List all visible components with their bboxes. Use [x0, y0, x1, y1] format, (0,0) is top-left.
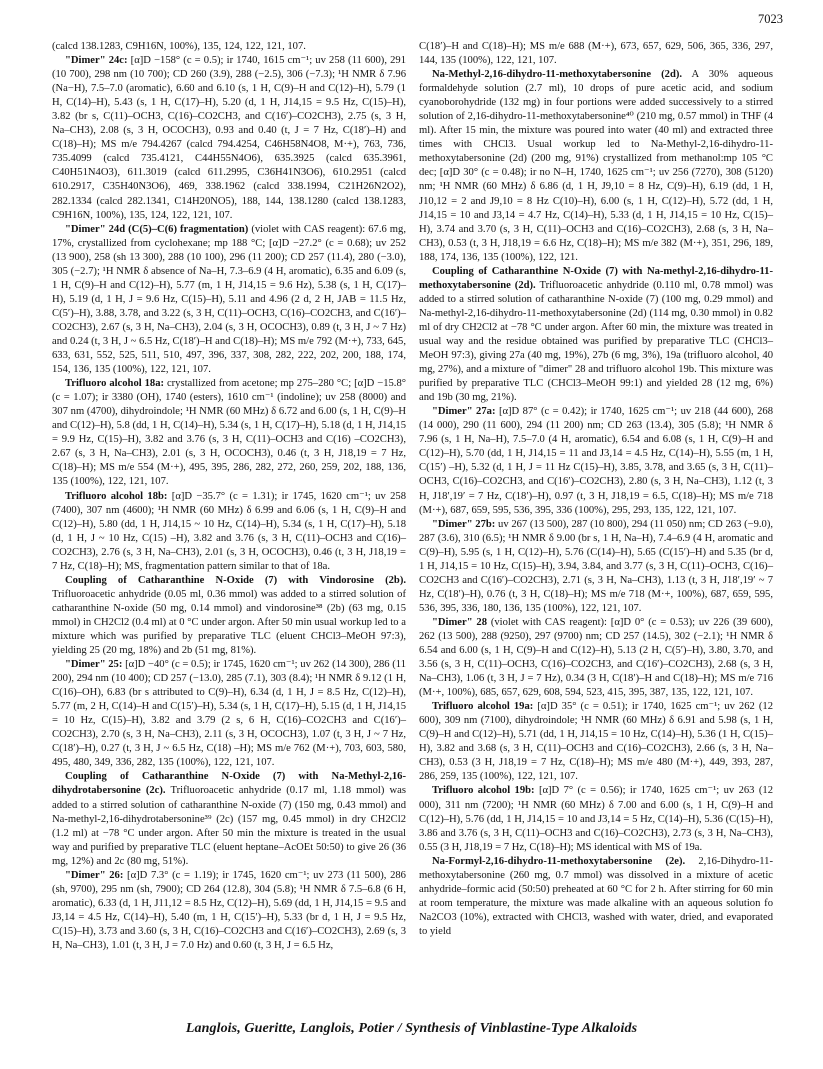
paragraph-text: (violet with CAS reagent): 67.6 mg, 17%, crystallized from cyclohexane; mp 188 °C; [α]D −27.2° (c = 0.68); uv 252 (13 900), 258 (sh 13 300), 288 (10 100), 296 (11 200); CD 257 (11.4), 280 (−3.0), 305 (−2.7); ¹H NMR δ absence of Na–H, 7.3–6.9 (4 H, aromatic), 6.35 and 6.09 (s, 1 H, C(9)–H and C(12)–H), 5.77 (m, 1 H, J14,15 = 9.6 Hz), 5.38 (s, 1 H, C(17)–H), 5.19 (d, 1 H, J = 9.6 Hz, C(15)–H), 5.11 and 4.96 (2 d, 2 H, JAB = 11.5 Hz, C(5′)–H), 3.88, 3.78, and 3.22 (s, 3 H, C(11)–OCH3, C(16)–CO2CH3, and C(16′)–CO2CH3), 2.67 (s, 3 H, Na–CH3), 2.04 (s, 3 H, OCOCH3), 0.89 (t, 3 H, J ~ 7 Hz) and 0.24 (t, 3 H, J ~ 6.5 Hz, C(18′)–H and C(18)–H); MS m/e 792 (M·+), 733, 645, 633, 631, 552, 525, 511, 510, 497, 396, 337, 308, 282, 222, 202, 200, 188, 174, 154, 136, 135 (100%), 122, 121, 107.: [52, 223, 406, 376]
paragraph: [419, 405, 773, 517]
paragraph-text: Trifluoroacetic anhydride (0.17 ml, 1.18 mmol) was added to a stirred solution of catharanthine N-oxide (7) (150 mg, 0.43 mmol) and Na-methyl-2,16-dihydrotabersonine³⁹ (2c) (157 mg, 0.45 mmol) in dry CH2Cl2 (1.2 ml) at −78 °C under argon. After 50 min the mixture is treated in the usual way and purified by preparative TLC (eluent heptane–AcOEt 50:50) to give 26 (36 mg, 12%) and 2c (80 mg, 51%).: [52, 785, 407, 867]
paragraph-heading: "Dimer" 24c:: [65, 55, 128, 67]
right-column: [419, 40, 773, 939]
paragraph-heading: Coupling of Catharanthine N-Oxide (7) with Vindorosine (2b).: [65, 574, 406, 586]
paragraph-text: (violet with CAS reagent): [α]D 0° (c = 0.53); uv 226 (39 600), 262 (13 500), 288 (9250), 297 (9700) nm; CD 257 (14.5), 302 (−2.1); ¹H NMR δ 6.54 and 6.00 (s, 1 H, C(9)–H and C(12)–H), 5.13 (2 H, C(5′)–H), 3.80, 3.70, and 3.56 (s, 3 H, C(11)–OCH3, C(16)–CO2CH3, and C(16′)–CO2CH3), 2.68 (s, 3 H, Na–CH3), 1.06 (t, 3 H, J = 7 Hz), 0.34 (3 H, C(18′)–H and C(18)–H); MS m/e 716 (M·+, 100%), 685, 657, 629, 608, 594, 523, 415, 395, 387, 135, 122, 121, 107.: [419, 616, 773, 699]
paragraph-heading: Trifluoro alcohol 18b:: [65, 490, 168, 502]
paragraph-text: (calcd 138.1283, C9H16N, 100%), 135, 124, 122, 121, 107.: [52, 41, 306, 52]
paragraph-heading: Na-Formyl-2,16-dihydro-11-methoxytabersonine (2e).: [432, 855, 686, 867]
paragraph: [419, 68, 773, 265]
paragraph: [52, 40, 406, 54]
paragraph: [52, 54, 406, 223]
paragraph-text: [α]D 87° (c = 0.42); ir 1740, 1625 cm⁻¹; uv 218 (44 600), 268 (14 000), 290 (11 600), 294 (11 200) nm; CD 263 (13.4), 305 (5.8); ¹H NMR δ 7.96 (s, 1 H, Na–H), 7.5–7.0 (4 H, aromatic), 6.54 and 6.08 (s, 1 H, C(9)–H and C(12)–H), 5.70 (dd, 1 H, J14,15 = 11 and J3,14 = 4.5 Hz, C(14)–H), 5.55 (m, 1 H, C(15′) –H), 5.32 (d, 1 H, J = 11 Hz C(15)–H), 3.85, 3.78, and 3.65 (s, 3 H, C(11)–OCH3, C(16)–CO2CH3, and C(16′)–CO2CH3), 2.80 (s, 3 H, Na–CH3), 1.12 (t, 3 H, J18′,19′ = 7 Hz, C(18′)–H), 0.97 (t, 3 H, J18,19 = 6.5, C(18)–H); MS m/e 718 (M·+), 687, 659, 595, 536, 395, 336 (100%), 295, 293, 135, 122, 121, 107.: [419, 406, 774, 516]
paragraph-text: Trifluoroacetic anhydride (0.110 ml, 0.78 mmol) was added to a stirred solution of catharanthine N-oxide (7) (100 mg, 0.29 mmol) and Na-methyl-2,16-dihydro-11-methoxytabersonine (2d) (114 mg, 0.30 mmol) in 0.82 ml of dry CH2Cl2 at −78 °C under argon. After 60 min, the mixture was treated in usual way and the residue obtained was purified by preparative TLC (CHCl3–MeOH 97:3), giving 27a (40 mg, 19%), 27b (6 mg, 3%), 19a (trifluoro alcohol, 40 mg, 27%), and a mixture of "dimer" 28 and trifluoro alcohol 19b. This mixture was purified by preparative TLC (CHCl3–MeOH 99:1) and yielded 28 (12 mg, 6%) and 19b (30 mg, 21%).: [419, 279, 773, 404]
paragraph-heading: Coupling of Catharanthine N-Oxide (7) with Na-Methyl-2,16-dihydrotabersonine (2c).: [52, 771, 406, 797]
paragraph: [419, 700, 773, 784]
paragraph-heading: "Dimer" 26:: [65, 869, 124, 881]
paragraph-heading: "Dimer" 28: [432, 616, 487, 628]
paragraph-text: 2,16-Dihydro-11-methoxytabersonine (260 mg, 0.7 mmol) was dissolved in a mixture of acetic anhydride–formic acid (50:50) preheated at 60 °C for 2 h. After stirring for 60 min at room temperature, the mixture was made alkaline with an aqueous solution fo Na2CO3 (10%), extracted with CHCl3, washed with water, dried, and evaporated to yield: [419, 855, 773, 937]
paragraph-text: [α]D −40° (c = 0.5); ir 1745, 1620 cm⁻¹; uv 262 (14 300), 286 (11 200), 294 nm (10 400); CD 257 (−13.0), 285 (7.1), 303 (8.4); ¹H NMR δ 9.12 (1 H, C(16)–OH), 6.83 (br s attributed to C(9)–H), 6.34 (d, 1 H, J = 8.5 Hz, C(12)–H), 5.77 (m, 2 H, C(14)–H and C(15′)–H), 5.34 (s, 1 H, C(17)–H), 5.15 (d, 1 H, J14,15 = 10 Hz, C(15)–H), 3.82 and 3.79 (2 s, 6 H, C(16)–CO2CH3 and C(16′)–CO2CH3), 2.70 (s, 3 H, Na–CH3), 2.11 (s, 3 H, OCOCH3), 1.07 (t, 3 H, J ~ 7 Hz, C(18′)–H), 0.27 (t, 3 H, J ~ 6.5 Hz, C(18) –H); MS m/e 762 (M·+), 703, 603, 580, 495, 480, 349, 336, 282, 135 (100%), 122, 121, 107.: [52, 659, 406, 769]
paragraph: [419, 265, 773, 405]
paragraph: [419, 518, 773, 616]
paragraph-text: [α]D −158° (c = 0.5); ir 1740, 1615 cm⁻¹; uv 258 (11 600), 291 (10 700), 298 nm (10 700); CD 260 (3.9), 288 (−2.5), 306 (−7.3); ¹H NMR δ 7.96 (Na−H), 7.5–7.0 (aromatic), 6.60 and 6.10 (s, 1 H, C(9)–H and C(12)–H), 5.79 (1 H, C(14)–H), 5.43 (s, 1 H, C(17)–H), 5.20 (d, 1 H, J14,15 = 9.5 Hz, C(15)–H), 3.82 (br s, C(11)–OCH3, C(16)–CO2CH3, and C(16′)–CO2CH3), 2.75 (s, 3 H, Na–CH3), 2.08 (s, 3 H, OCOCH3), 0.93 and 0.40 (t, J = 7 Hz, C(18′)–H) and C(18)–H); MS m/e 794.4267 (calcd 794.4254, C46H58N4O8, M·+), 763, 736, 735.4099 (calcd 735.4121, C44H55N4O6), 635.3925 (calcd 635.3961, C40H51N4O3), 611.3019 (calcd 611.2995, C36H41N3O6), 610.2951 (calcd 610.2917, C35H40N3O6), 469, 338.1962 (calcd 338.1994, C21H26N2O2), 282.1334 (calcd 282.1341, C14H20NO5), 188, 144, 138.1280 (calcd 138.1283, C9H16N, 100%), 135, 124, 122, 121, 107.: [52, 55, 406, 221]
paragraph-text: Trifluoroacetic anhydride (0.05 ml, 0.36 mmol) was added to a stirred solution of catharanthine N-oxide (50 mg, 0.14 mmol) and vindorosine³⁸ (2b) (63 mg, 0.15 mmol) in CH2Cl2 (0.4 ml) at 0 °C under argon. After 50 min usual workup led to a mixture which was purified by preparative TLC (eluent CHCl3–MeOH 97:3), yielding 25 (20 mg, 18%) and 2b (51 mg, 81%).: [52, 588, 406, 657]
paragraph-text: [α]D 35° (c = 0.51); ir 1740, 1625 cm⁻¹; uv 262 (12 600), 309 nm (7100), dihydroindole; ¹H NMR (60 MHz) δ 6.91 and 5.98 (s, 1 H, C(9)–H and C(12)–H), 5.71 (dd, 1 H, J14,15 = 10 Hz, C(14)–H), 5.36 (1 H, C(15)–H), 3.82 and 3.68 (s, 3 H, C(11)–OCH3 and C(16)–CO2CH3), 2.66 (s, 3 H, Na–CH3), 0.53 (3 H, J18,19 = 7 Hz, C(18)–H); MS m/e 480 (M·+), 449, 393, 287, 286, 259, 135 (100%), 122, 121, 107.: [419, 701, 773, 783]
paragraph: [52, 869, 406, 953]
paragraph: [52, 574, 406, 658]
paragraph-heading: Na-Methyl-2,16-dihydro-11-methoxytabersonine (2d).: [432, 69, 683, 81]
paragraph-text: uv 267 (13 500), 287 (10 800), 294 (11 050) nm; CD 263 (−9.0), 287 (3.6), 310 (6.5); ¹H NMR δ 9.00 (br s, 1 H, Na–H), 7.4–6.9 (4 H, aromatic and C(9)–H), 5.95 (s, 1 H, C(12)–H), 5.76 (C(14)–H), 5.65 (C(15′)–H) and 5.35 (br d, 1 H, J14,15 = 10 Hz, C(15)–H), 3.94, 3.84, and 3.77 (s, 3 H, C(11)–OCH3, C(16)–CO2CH3 and C(16′)–CO2CH3), 2.71 (s, 3 H, Na–CH3), 1.13 (t, 3 H, J18′,19′ ~ 7 Hz, C(18′)–H), 0.76 (t, 3 H, C(18)–H); MS m/e 718 (M·+, 100%), 687, 659, 595, 536, 395, 336, 180, 136, 135 (100%), 122, 121, 107.: [419, 518, 773, 614]
paragraph-heading: "Dimer" 27a:: [432, 406, 496, 418]
paragraph-text: A 30% aqueous formaldehyde solution (2.7 ml), 10 drops of pure acetic acid, and sodium cyanoborohydride (132 mg) in four portions were added successively to a stirred solution of 2,16-dihydro-11-methoxytabersonine⁴⁰ (210 mg, 0.57 mmol) in THF (4 ml). After 15 min, the mixture was poured into water (40 ml) and extracted three times with CHCl3. Usual workup led to Na-Methyl-2,16-dihydro-11-methoxytabersonine (2d) (200 mg, 91%) crystallized from methanol:mp 105 °C dec; [α]D 30° (c = 0.48); ir no N–H, 1740, 1625 cm⁻¹; uv 256 (7270), 308 (5120) nm; ¹H NMR (60 MHz) δ 6.86 (d, 1 H, J9,10 = 8 Hz, C(9)–H), 6.19 (dd, 1 H, J10,12 = 2 and J9,10 = 8 Hz C(10)–H), 6.00 (s, 1 H, C(12)–H), 5.72 (dd, 1 H, J14,15 = 10 and J3,14 = 4.7 Hz, C(14)–H), 5.33 (d, 1 H, J14,15 = 10 Hz, C(15)–H), 3.74 and 3.70 (s, 3 H, C(11)–OCH3 and C(16)–CO2CH3), 2.68 (s, 3 H, Na–CH3), 0.53 (t, 3 H, J18,19 = 6.6 Hz, C(18)–H); MS m/e 382 (M·+), 351, 296, 189, 188, 174, 136, 135 (100%), 122, 121.: [419, 69, 773, 263]
paragraph: [419, 855, 773, 939]
paragraph-heading: Trifluoro alcohol 19b:: [432, 785, 535, 797]
paragraph-heading: Trifluoro alcohol 18a:: [65, 378, 165, 390]
paragraph-text: [α]D 7° (c = 0.56); ir 1740, 1625 cm⁻¹; uv 263 (12 000), 311 nm (7200); ¹H NMR (60 MHz) δ 7.00 and 6.00 (s, 1 H, C(9)–H and C(12)–H), 5.76 (dd, 1 H, J14,15 = 10 and J3,14 = 5 Hz, C(14)–H), 5.36 (C(15)–H), 3.86 and 3.76 (s, 3 H, C(11)–OCH3 and C(16)–CO2CH3), 2.73 (s, 3 H, Na–CH3), 0.55 (3 H, J18,19 = 7 Hz, C(18)–H); MS identical with MS of 19a.: [419, 785, 773, 853]
paragraph: [52, 490, 406, 574]
paragraph-text: C(18′)–H and C(18)–H); MS m/e 688 (M·+), 673, 657, 629, 506, 365, 336, 297, 144, 135 (100%), 122, 121, 107.: [419, 41, 773, 67]
page-number: 7023: [758, 12, 783, 26]
paragraph: [419, 40, 773, 68]
paragraph: [52, 223, 406, 378]
paragraph-heading: "Dimer" 25:: [65, 659, 123, 671]
paragraph: [52, 770, 406, 868]
paragraph-heading: Coupling of Catharanthine N-Oxide (7) with Na-methyl-2,16-dihydro-11-methoxytabersonine (2d).: [419, 265, 773, 291]
paragraph-heading: "Dimer" 24d (C(5)–C(6) fragmentation): [65, 223, 249, 235]
paragraph: [52, 658, 406, 770]
paragraph: [52, 377, 406, 489]
paragraph-text: [α]D −35.7° (c = 1.31); ir 1745, 1620 cm⁻¹; uv 258 (7400), 307 nm (4600); ¹H NMR (60 MHz) δ 6.99 and 6.06 (s, 1 H, C(9)–H and C(12)–H), 5.80 (dd, 1 H, J14,15 ~ 10 Hz, C(14)–H), 5.34 (s, 1 H, C(17)–H), 5.18 (d, 1 H, J ~ 10 Hz, C(15) –H), 3.82 and 3.76 (s, 3 H, C(11)–OCH3 and C(16)–CO2CH3), 2.76 (s, 3 H, Na–CH3), 2.01 (s, 3 H, OCOCH3), 0.46 (t, 3 H, J18,19 = 7 Hz, C(18)–H); MS, fragmentation pattern similar to that of 18a.: [52, 490, 406, 572]
paragraph-text: crystallized from acetone; mp 275–280 °C; [α]D −15.8° (c = 1.07); ir 3380 (OH), 1740 (esters), 1610 cm⁻¹ (indoline); uv 258 (8000) and 307 nm (4700), dihydroindole; ¹H NMR (60 MHz) δ 6.72 and 6.00 (s, 1 H, C(9)–H and C(12)–H), 5.8 (dd, 1 H, C(14)–H), 5.34 (s, 1 H, C(17)–H), 5.18 (d, 1 H, J14,15 = 9.9 Hz, C(15)–H), 3.82 and 3.76 (s, 3 H, C(11)–OCH3 and C(16) –CO2CH3), 2.67 (s, 3 H, Na–CH3), 2.01 (s, 3 H, OCOCH3), 0.46 (t, 3 H, J18,19 = 7 Hz, C(18)–H); MS m/e 554 (M·+), 495, 395, 286, 282, 272, 260, 259, 202, 188, 136, 135 (100%), 122, 121, 107.: [52, 378, 406, 488]
paragraph-text: [α]D 7.3° (c = 1.19); ir 1745, 1620 cm⁻¹; uv 273 (11 500), 286 (sh, 9700), 295 nm (sh, 7900); CD 264 (12.8), 304 (5.8); ¹H NMR δ 7.5–6.8 (6 H, aromatic), 6.33 (d, 1 H, J11,12 = 8.5 Hz, C(12)–H), 5.69 (dd, 1 H, J14,15 = 9.5 and J3,14 = 4.5 Hz, C(14)–H), 5.40 (m, 1 H, C(15′)–H), 5.33 (br d, 1 H, J = 9.5 Hz, C(15)–H), 3.73 and 3.60 (s, 3 H, C(16)–CO2CH3 and C(16′)–CO2CH3), 2.69 (s, 3 H, Na–CH3), 1.01 (t, 3 H, J = 7.0 Hz) and 0.60 (t, 3 H, J = 6.5 Hz,: [52, 869, 406, 951]
paragraph-heading: "Dimer" 27b:: [432, 518, 496, 530]
left-column: [52, 40, 406, 953]
paragraph-heading: Trifluoro alcohol 19a:: [432, 701, 534, 713]
paragraph: [419, 784, 773, 854]
running-footer: Langlois, Gueritte, Langlois, Potier / Synthesis of Vinblastine-Type Alkaloids: [185, 1021, 638, 1036]
paragraph: [419, 616, 773, 700]
